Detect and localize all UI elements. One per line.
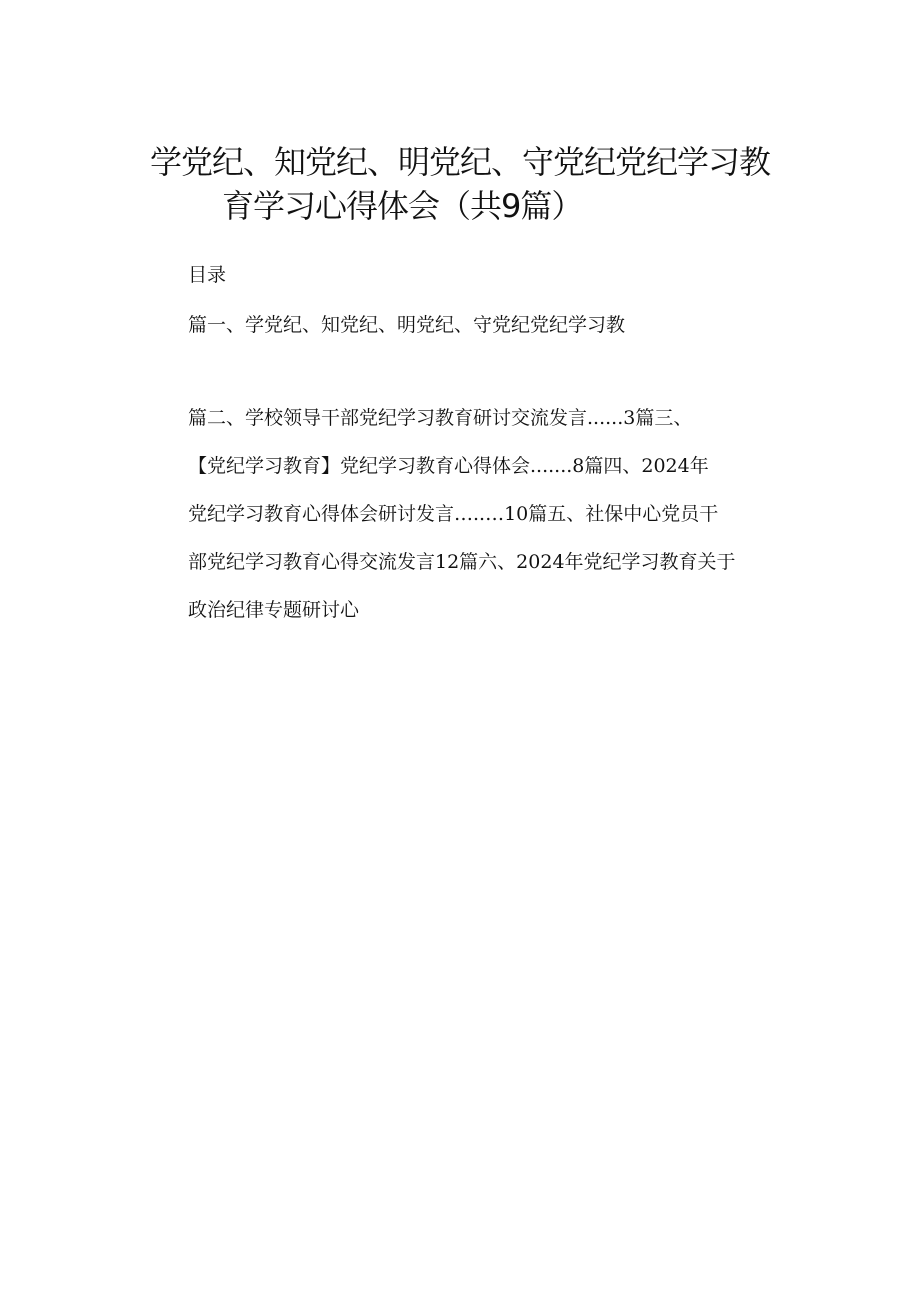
document-title: [110, 140, 810, 228]
toc-entry-1: 篇一、学党纪、知党纪、明党纪、守党纪党纪学习教: [188, 314, 626, 336]
toc-row: 政治纪律专题研讨心: [188, 599, 360, 621]
toc-row: 【党纪学习教育】党纪学习教育心得体会.......8篇四、2024年: [188, 455, 709, 477]
toc-row: 部党纪学习教育心得交流发言12篇六、2024年党纪学习教育关于: [188, 551, 736, 573]
toc-heading: 目录: [188, 264, 227, 286]
title-line-1: 学党纪、知党纪、明党纪、守党纪党纪学习教: [149, 143, 770, 181]
toc-row: 党纪学习教育心得体会研讨发言…..…10篇五、社保中心党员干: [188, 503, 719, 525]
toc-row: 篇二、学校领导干部党纪学习教育研讨交流发言......3篇三、: [188, 407, 693, 429]
title-line-2: 育学习心得体会（共9篇）: [222, 187, 583, 225]
toc-entries: [188, 405, 798, 645]
